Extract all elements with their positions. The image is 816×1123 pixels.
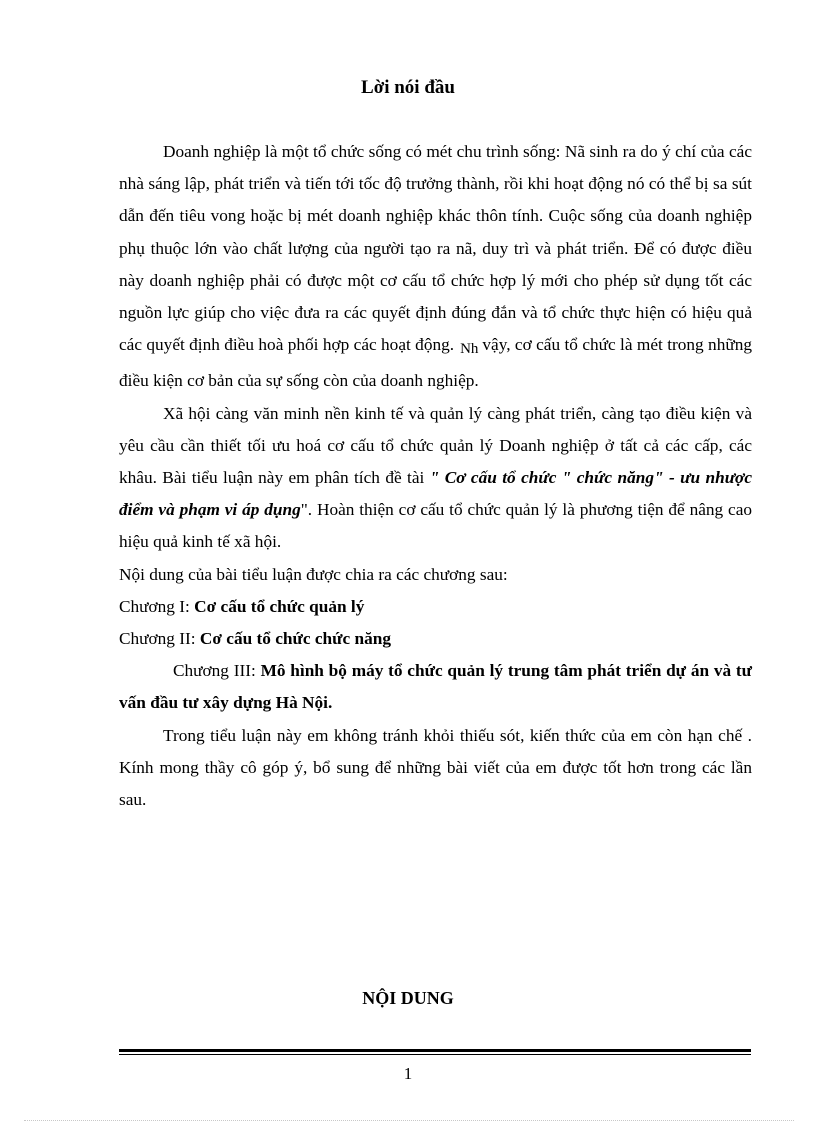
chapter-item [119,655,752,719]
chapter-item [119,623,752,655]
chapter-label: Chương III: [173,661,256,681]
intro-paragraph-text: Doanh nghiệp là một tổ chức sống có mét chu trình sống: Nã sinh ra do ý chí của các nhà sáng lập, phát triển và tiến tới tốc độ trưởng thành, rồi khi hoạt động nó có thể bị sa sút dẫn đến tiêu vong hoặc bị mét doanh nghiệp khác thôn tính. Cuộc sống của doanh nghiệp phụ thuộc lớn vào chất lượng của người tạo ra nã, duy trì và phát triển. Để có được điều này doanh nghiệp phải có được một cơ cấu tổ chức hợp lý mới cho phép sử dụng tốt các nguồn lực giúp cho việc đưa ra các quyết định đúng đắn và tổ chức thực hiện có hiệu quả các quyết định điều hoà phối hợp các hoạt động. [119,142,752,355]
intro-paragraph-text-end: vậy, cơ cấu tổ chức là mét trong những điều kiện cơ bản của sự sống còn của doanh nghiệp. [119,335,752,391]
page-number: 1 [403,1064,413,1083]
chapter-title: Mô hình bộ máy tổ chức quản lý trung tâm phát triển dự án và tư vấn đầu tư xây dựng Hà Nội. [119,661,753,713]
document-body [119,136,752,816]
stray-text-fragment: Nh [460,341,479,358]
topic-paragraph-text-end: ". Hoàn thiện cơ cấu tổ chức quản lý là phương tiện để nâng cao hiệu quả kinh tế xã hội. [119,500,753,552]
topic-title: " Cơ cấu tổ chức " chức năng" - ưu nhược điểm và phạm vi áp dụng [119,468,752,520]
chapter-item [119,591,752,623]
topic-paragraph [119,398,752,559]
page-title: Lời nói đầu [361,77,455,98]
contents-intro: Nội dung của bài tiểu luận được chia ra các chương sau: [119,564,508,584]
closing-paragraph: Trong tiểu luận này em không tránh khỏi thiếu sót, kiến thức của em còn hạn chế . Kính mong thầy cô góp ý, bổ sung để những bài viết của em được tốt hơn trong các lần sau. [119,725,752,810]
chapter-label: Chương II: [119,629,196,649]
footer-divider-thin [119,1054,751,1055]
intro-paragraph [119,136,752,398]
topic-paragraph-text: Xã hội càng văn minh nền kinh tế và quản lý càng phát triển, càng tạo điều kiện và yêu cầu cần thiết tối ưu hoá cơ cấu tổ chức quản lý Doanh nghiệp ở tất cả các cấp, các khâu. Bài tiểu luận này em phân tích đề tài [119,403,752,488]
page-boundary [24,1120,794,1121]
chapter-title: Cơ cấu tổ chức chức năng [199,629,392,649]
chapter-label: Chương I: [119,596,190,616]
chapter-title: Cơ cấu tổ chức quản lý [194,596,365,616]
footer-divider [119,1049,751,1052]
section-heading: NỘI DUNG [362,988,454,1008]
